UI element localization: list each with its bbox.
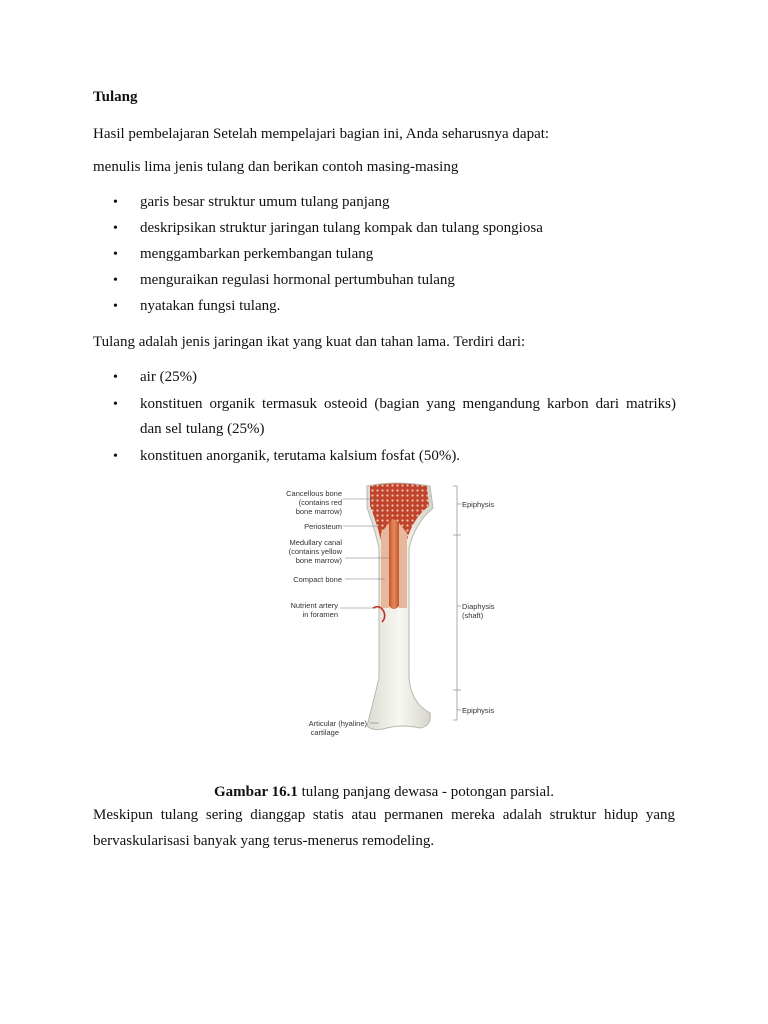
composition-item: air (25%) <box>140 369 198 385</box>
bullet: • <box>113 273 118 288</box>
label-articular-cartilage: cartilage <box>310 728 339 737</box>
label-articular-cartilage: Articular (hyaline) <box>308 719 367 728</box>
objective-lead: menulis lima jenis tulang dan berikan contoh masing-masing <box>93 159 459 175</box>
caption-text: tulang panjang dewasa - potongan parsial. <box>297 784 555 800</box>
label-periosteum: Periosteum <box>304 522 342 531</box>
objective-item: nyatakan fungsi tulang. <box>140 298 281 314</box>
objective-item: menggambarkan perkembangan tulang <box>140 246 374 262</box>
bullet: • <box>113 299 118 314</box>
compact-bone-wall <box>381 523 389 608</box>
label-medullary-canal: bone marrow) <box>295 556 342 565</box>
compact-bone-wall <box>399 523 407 608</box>
composition-item: konstituen organik termasuk osteoid (bagian yang mengandung karbon dari matriks) <box>140 396 676 412</box>
composition-lead: Tulang adalah jenis jaringan ikat yang kuat dan tahan lama. Terdiri dari: <box>93 334 526 350</box>
label-medullary-canal: (contains yellow <box>288 547 342 556</box>
bullet: • <box>113 397 118 412</box>
bullet: • <box>113 370 118 385</box>
label-cancellous-bone: (contains red <box>298 498 342 507</box>
label-epiphysis-bottom: Epiphysis <box>462 706 495 715</box>
composition-item-continuation: dan sel tulang (25%) <box>140 421 265 437</box>
bullet: • <box>113 247 118 262</box>
objective-item: garis besar struktur umum tulang panjang <box>140 194 390 210</box>
objective-item: menguraikan regulasi hormonal pertumbuhan tulang <box>140 272 455 288</box>
label-nutrient-artery: in foramen <box>302 610 338 619</box>
label-diaphysis: Diaphysis <box>462 602 495 611</box>
label-cancellous-bone: bone marrow) <box>295 507 342 516</box>
objective-item: deskripsikan struktur jaringan tulang kompak dan tulang spongiosa <box>140 220 543 236</box>
label-medullary-canal: Medullary canal <box>289 538 342 547</box>
closing-paragraph-line1: Meskipun tulang sering dianggap statis atau permanen mereka adalah struktur hidup yang <box>93 807 675 823</box>
label-nutrient-artery: Nutrient artery <box>290 601 338 610</box>
medullary-canal <box>389 520 399 610</box>
caption-number: Gambar 16.1 <box>213 784 298 800</box>
bullet: • <box>113 221 118 236</box>
label-epiphysis-top: Epiphysis <box>462 500 495 509</box>
section-heading: Tulang <box>93 89 138 105</box>
bullet: • <box>113 195 118 210</box>
label-compact-bone: Compact bone <box>293 575 342 584</box>
label-diaphysis: (shaft) <box>462 611 484 620</box>
long-bone-figure <box>255 478 515 740</box>
label-cancellous-bone: Cancellous bone <box>286 489 342 498</box>
figure-caption <box>0 782 768 802</box>
intro-paragraph: Hasil pembelajaran Setelah mempelajari bagian ini, Anda seharusnya dapat: <box>93 126 550 142</box>
bullet: • <box>113 449 118 464</box>
closing-paragraph-line2: bervaskularisasi banyak yang terus-menerus remodeling. <box>93 833 435 849</box>
composition-item: konstituen anorganik, terutama kalsium fosfat (50%). <box>140 448 461 464</box>
